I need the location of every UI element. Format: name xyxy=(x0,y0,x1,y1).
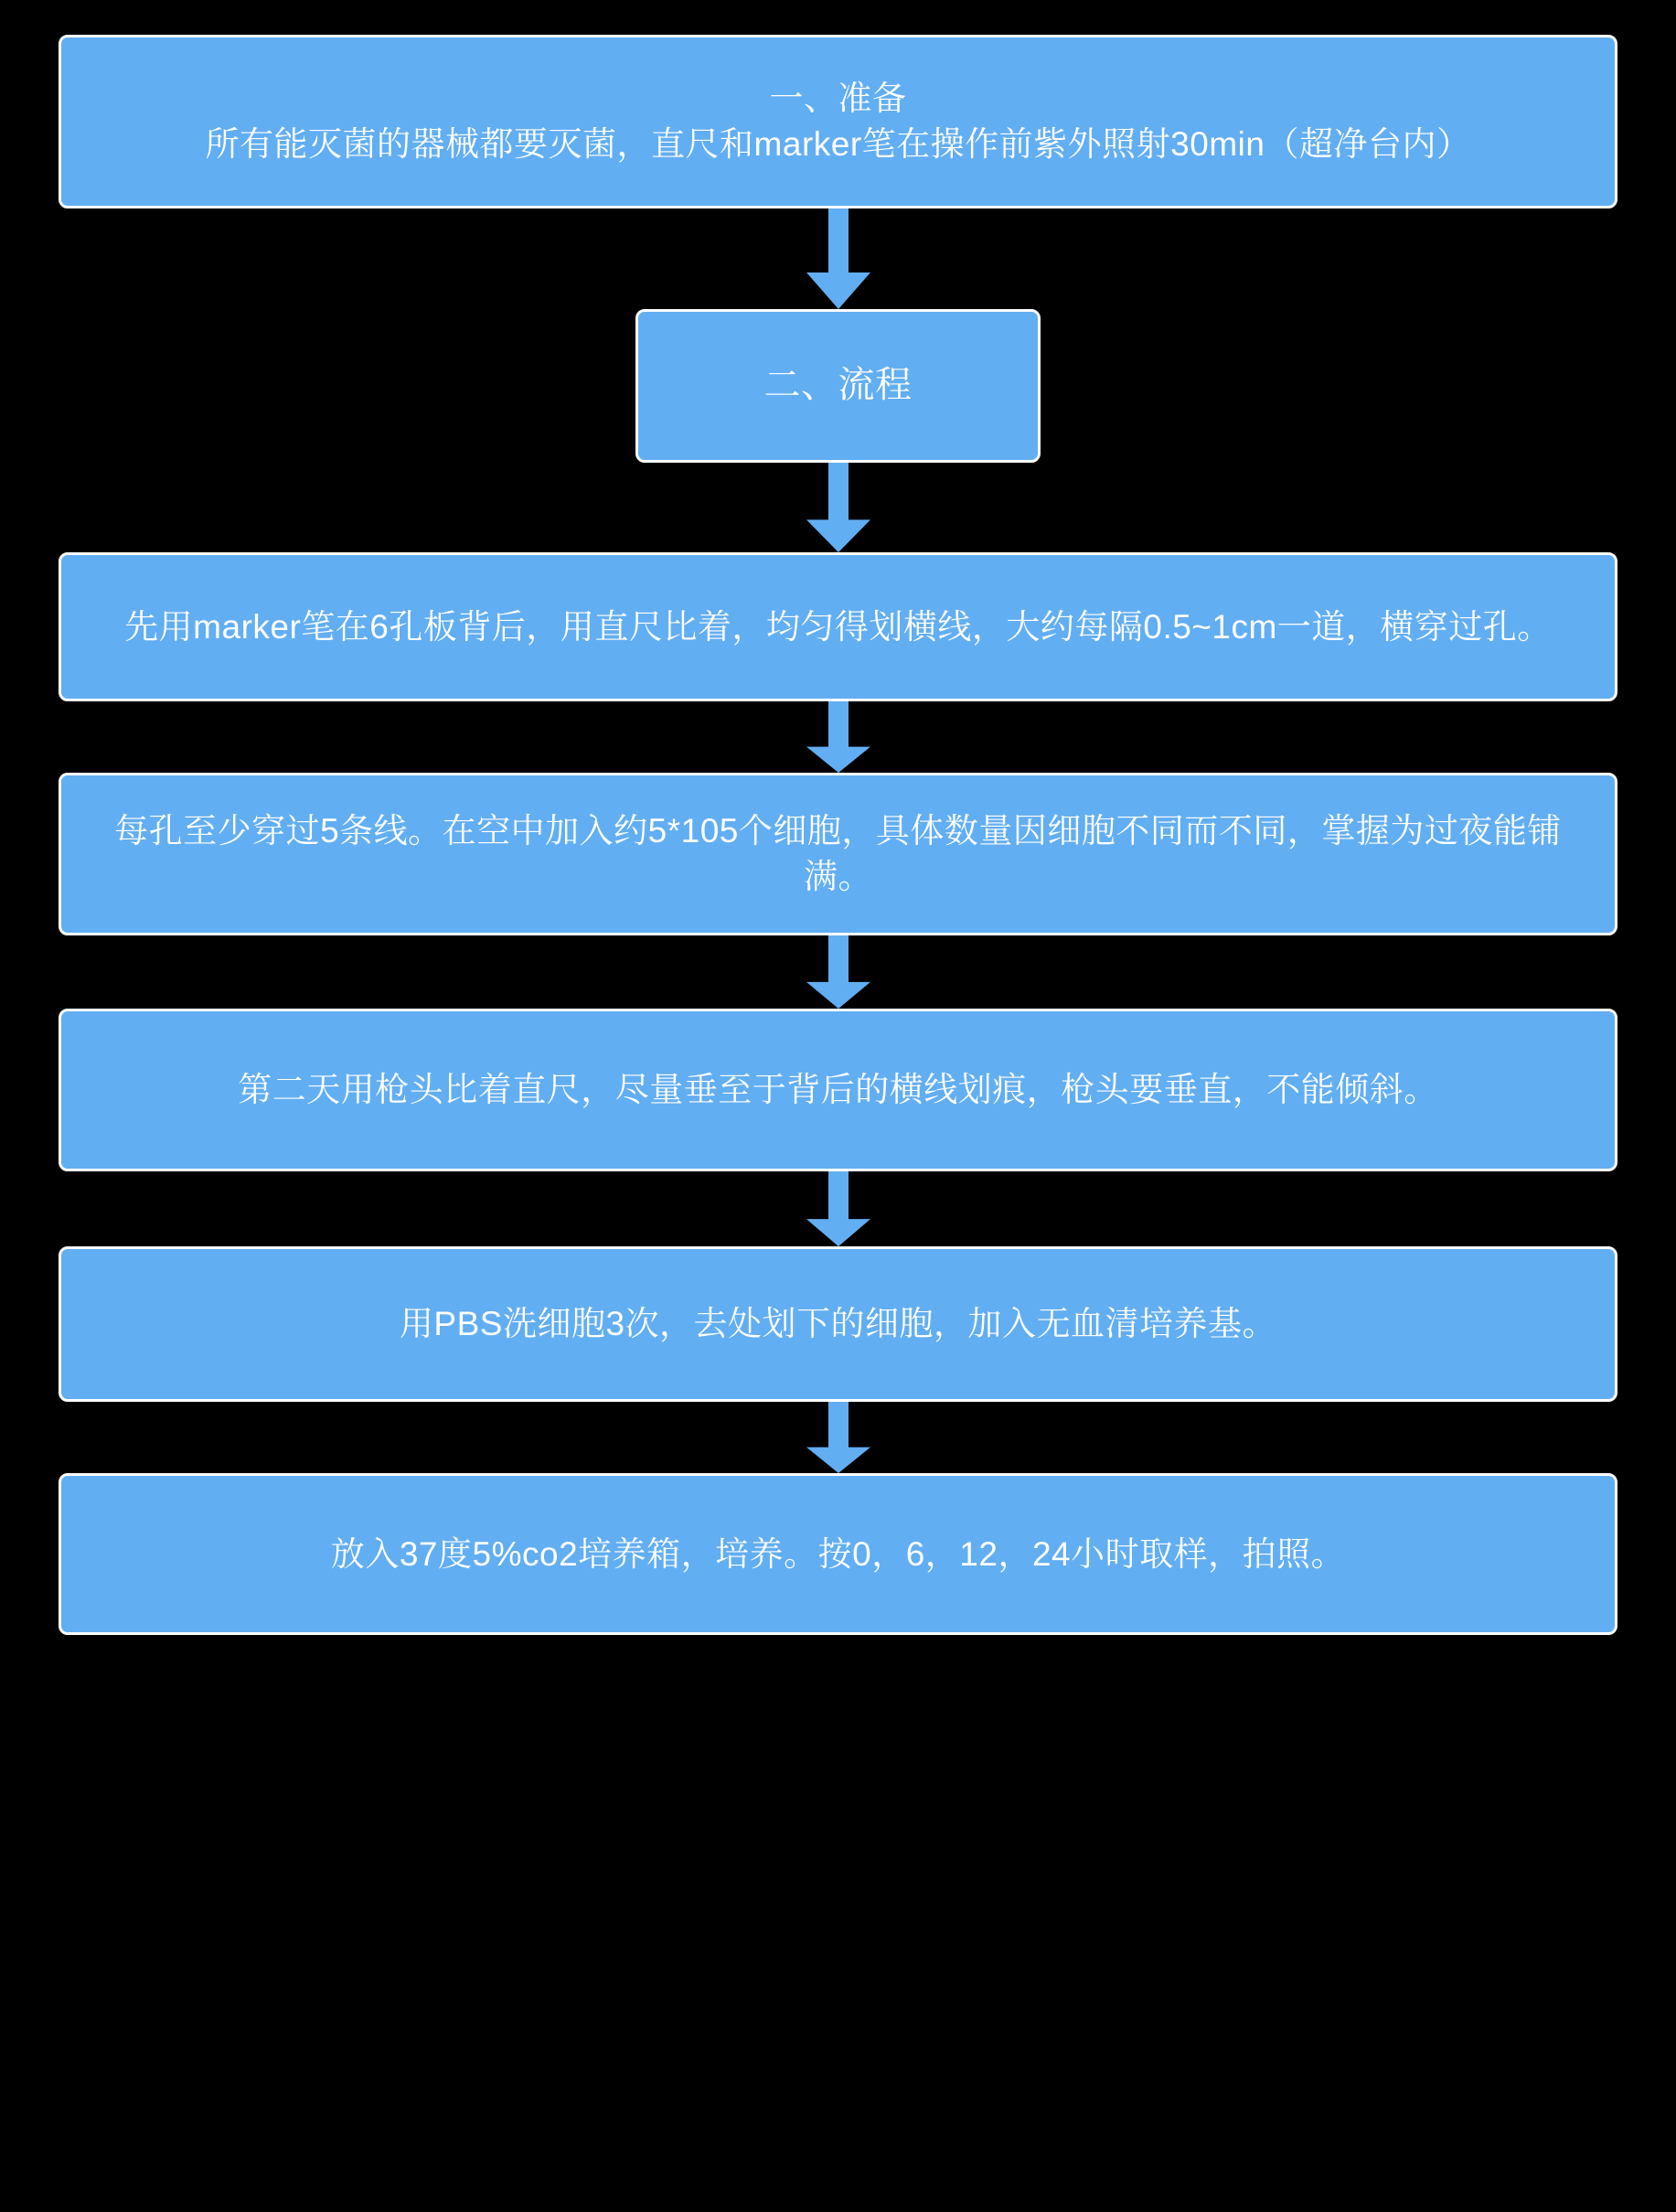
arrow-down-icon xyxy=(806,701,870,773)
node-step-1 xyxy=(59,552,1617,701)
node-step-3 xyxy=(59,1009,1617,1171)
arrow-down-icon xyxy=(806,208,870,309)
node-step-1-label: 先用marker笔在6孔板背后，用直尺比着，均匀得划横线，大约每隔0.5~1cm一道，横穿过孔。 xyxy=(124,607,1552,646)
node-step-2 xyxy=(59,773,1617,935)
node-step-5-label: 放入37度5%co2培养箱，培养。按0，6，12，24小时取样，拍照。 xyxy=(330,1534,1346,1573)
node-step-5 xyxy=(59,1473,1617,1635)
arrow-down-icon xyxy=(806,935,870,1009)
node-preparation-label: 一、准备 所有能灭菌的器械都要灭菌，直尺和marker笔在操作前紫外照射30min（超净台内） xyxy=(205,80,1471,163)
node-process-label: 二、流程 xyxy=(763,365,913,406)
node-step-4-label: 用PBS洗细胞3次，去处划下的细胞，加入无血清培养基。 xyxy=(399,1305,1277,1343)
node-step-4 xyxy=(59,1246,1617,1402)
node-preparation xyxy=(59,35,1617,208)
arrow-down-icon xyxy=(806,1402,870,1473)
arrow-down-icon xyxy=(806,1171,870,1246)
node-step-2-label: 每孔至少穿过5条线。在空中加入约5*105个细胞，具体数量因细胞不同而不同，掌握为过夜能铺满。 xyxy=(114,812,1562,895)
node-process xyxy=(635,309,1041,463)
node-step-3-label: 第二天用枪头比着直尺，尽量垂至于背后的横线划痕，枪头要垂直，不能倾斜。 xyxy=(238,1071,1438,1109)
arrow-down-icon xyxy=(806,463,870,552)
